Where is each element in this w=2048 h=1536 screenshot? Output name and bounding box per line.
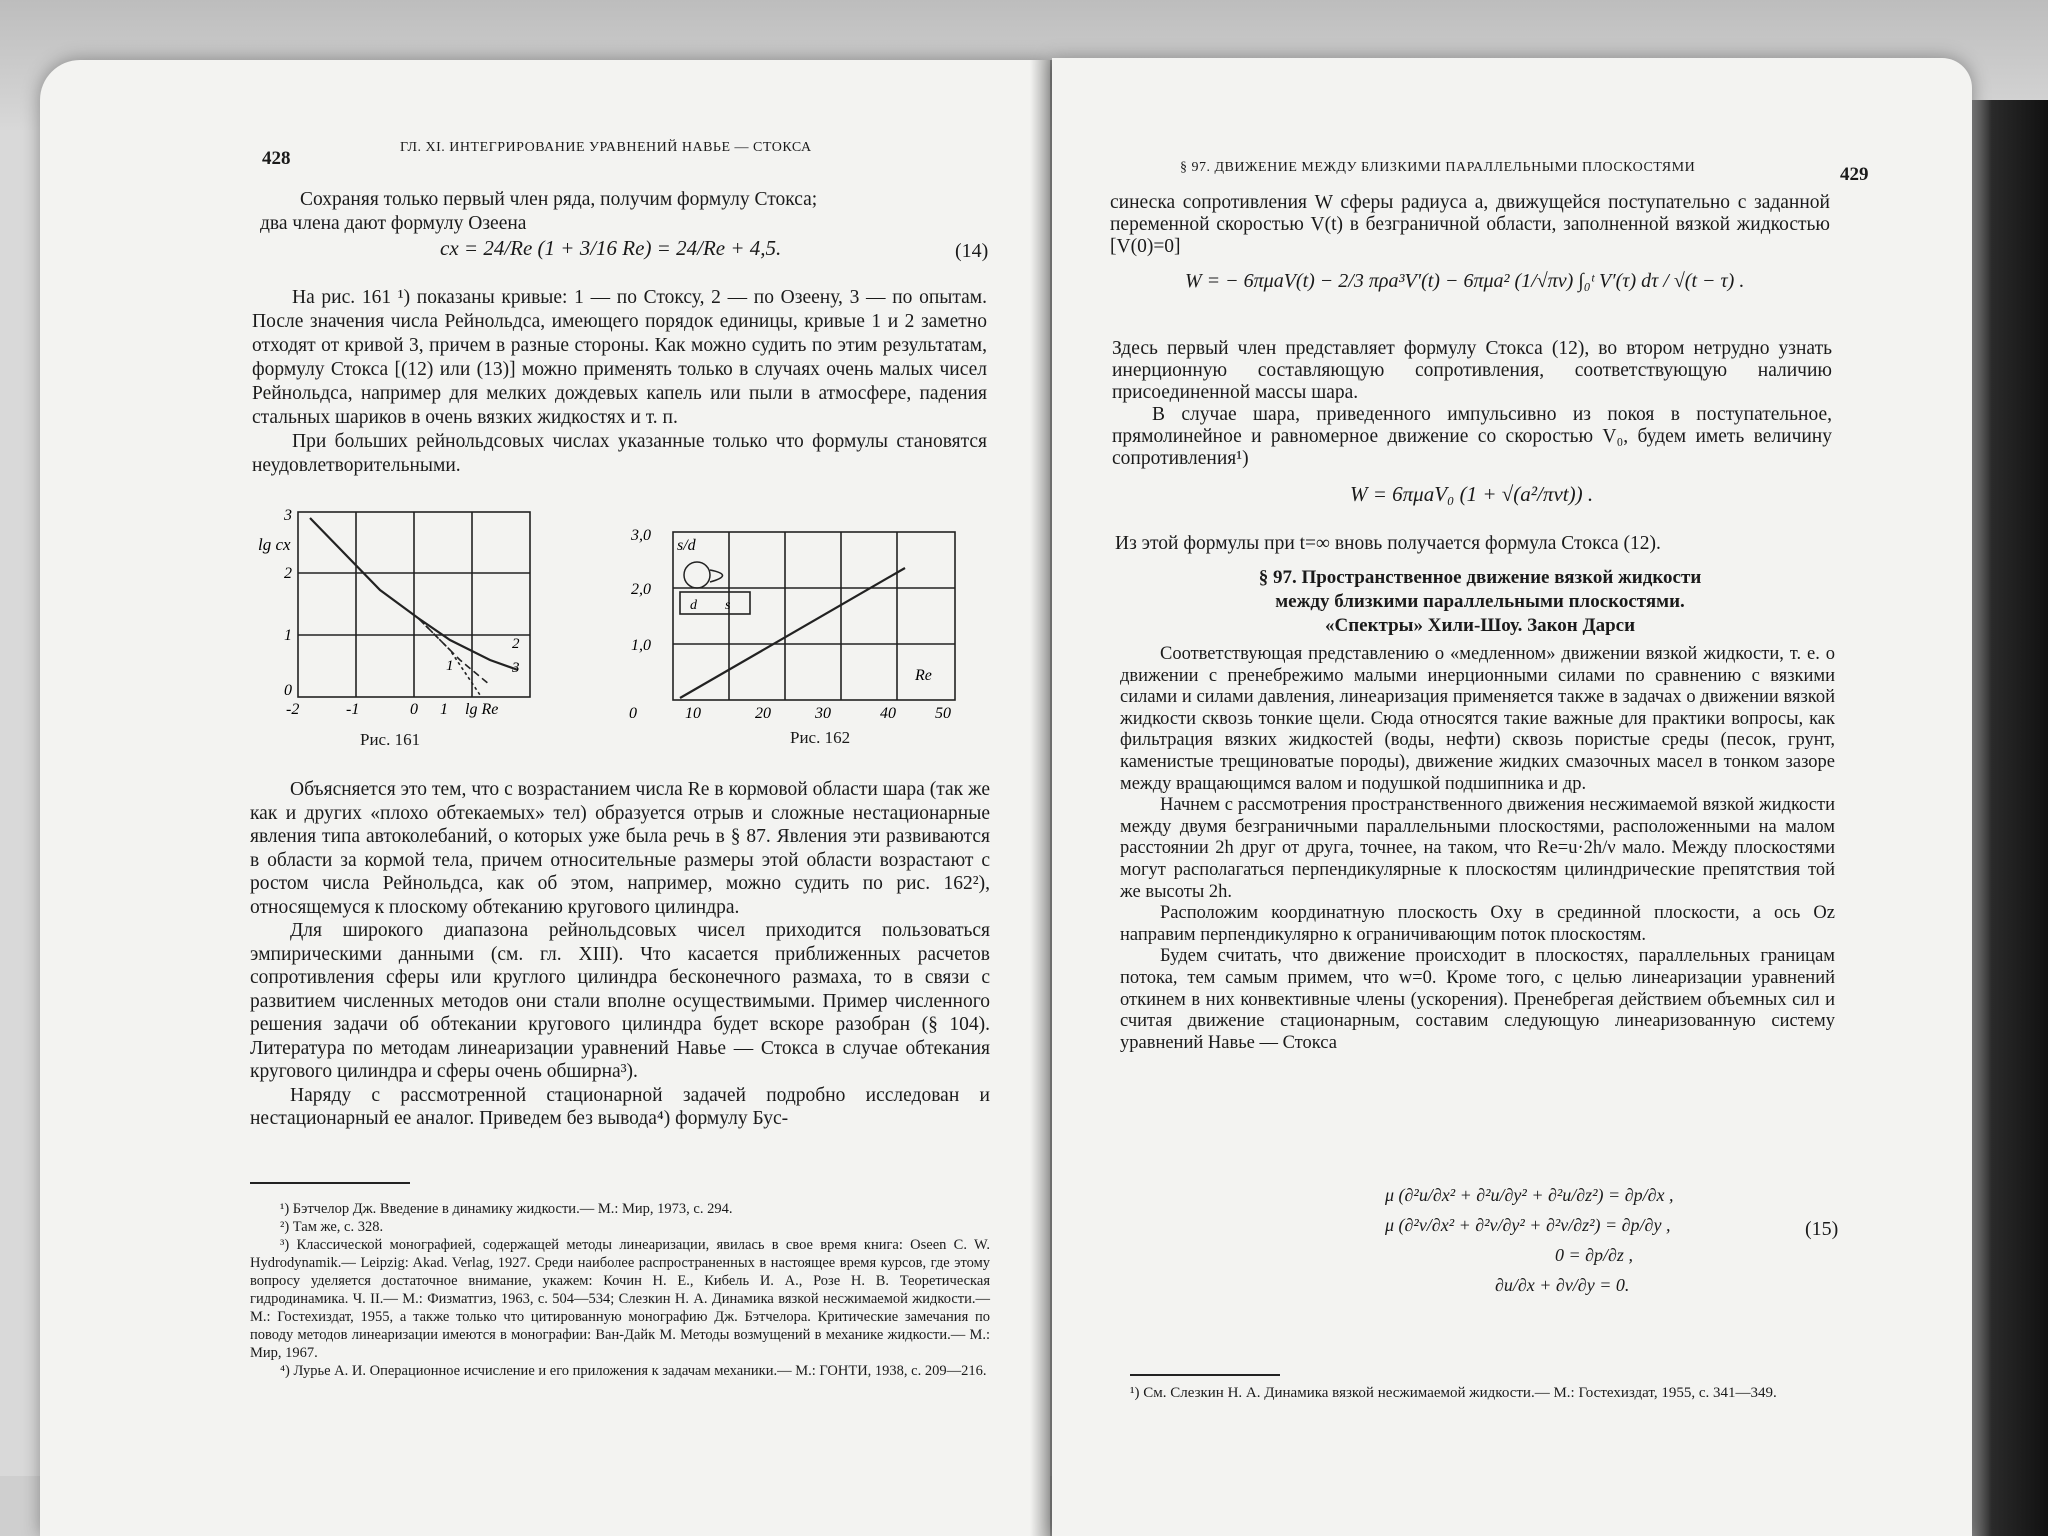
equation-line-2: μ (∂²v/∂x² + ∂²v/∂y² + ∂²v/∂z²) = ∂p/∂y , — [1385, 1215, 1671, 1235]
right-para-2: Здесь первый член представляет формулу Стокса (12), во втором нетрудно узнать инерционную составляющую сопротивления, соответствующую наличию присоединенной массы шара. — [1112, 338, 1832, 403]
book-cover-edge — [1968, 100, 2048, 1536]
right-para-3: В случае шара, приведенного импульсивно из покоя в поступательное, прямолинейное и равномерное движение со скоростью V₀, будем иметь величину сопротивления¹) — [1112, 404, 1832, 469]
section-title-line-2: между близкими параллельными плоскостями. — [1275, 591, 1685, 612]
formula-w2: W = 6πμaV₀ (1 + √(a²/πνt)) . — [1350, 482, 1594, 506]
equation-line-4: ∂u/∂x + ∂v/∂y = 0. — [1495, 1275, 1630, 1295]
equation-number-15: (15) — [1805, 1218, 1839, 1240]
fig161-caption: Рис. 161 — [360, 730, 421, 749]
section-title — [1140, 566, 1820, 638]
right-para-4: Из этой формулы при t=∞ вновь получается формула Стокса (12). — [1115, 533, 1661, 554]
fig161-y-label: lg cx — [258, 535, 291, 554]
fig162-x-tick: 30 — [815, 705, 831, 720]
fig162-x-tick: 40 — [880, 705, 896, 720]
fig161-x-tick: -2 — [286, 701, 300, 718]
left-para-block-2 — [250, 778, 990, 1131]
equation-number-14: (14) — [955, 240, 989, 262]
right-para-7: Расположим координатную плоскость Oxy в срединной плоскости, а ось Oz направим перпендикулярно к ограничивающим поток плоскостям. — [1120, 903, 1835, 945]
section-title-line-1: § 97. Пространственное движение вязкой жидкости — [1258, 567, 1702, 588]
fig162-x-tick: 10 — [685, 705, 701, 720]
right-footnote-1: ¹) См. Слезкин Н. А. Динамика вязкой несжимаемой жидкости.— М.: Гостехиздат, 1955, с. 341—349. — [1130, 1385, 1777, 1401]
section-title-line-3: «Спектры» Хили-Шоу. Закон Дарси — [1324, 615, 1636, 636]
equation-line-3: 0 = ∂p/∂z , — [1555, 1245, 1633, 1265]
fig162-x-tick: 20 — [755, 705, 771, 720]
figure-161 — [250, 500, 550, 720]
right-footnote-rule — [1130, 1374, 1280, 1376]
figure-162 — [615, 520, 975, 720]
formula-14: cx = 24/Re (1 + 3/16 Re) = 24/Re + 4,5. — [440, 236, 782, 260]
equation-line-1: μ (∂²u/∂x² + ∂²u/∂y² + ∂²u/∂z²) = ∂p/∂x , — [1385, 1185, 1674, 1205]
left-intro — [260, 188, 990, 236]
fig161-y-tick: 2 — [284, 565, 292, 582]
fig162-caption: Рис. 162 — [790, 728, 851, 747]
fig162-x-tick: 0 — [629, 705, 637, 720]
fig161-y-tick: 0 — [284, 682, 292, 699]
right-para-block-2 — [1120, 644, 1835, 1054]
fig161-x-tick: -1 — [346, 701, 360, 718]
fig162-inset-d: d — [690, 598, 697, 613]
fig162-y-tick: 2,0 — [631, 581, 651, 598]
fig161-x-label: lg Re — [465, 701, 499, 718]
fig161-x-tick: 1 — [440, 701, 448, 718]
left-para-1: На рис. 161 ¹) показаны кривые: 1 — по Стоксу, 2 — по Озеену, 3 — по опытам. После значения числа Рейнольдса, имеющего порядок единицы, кривые 1 и 2 заметно отходят от кривой 3, причем в разные стороны. Как можно судить по этим результатам, формулу Стокса [(12) или (13)] можно применять только в случаях очень малых чисел Рейнольдса, например для мелких дождевых капель или пыли в атмосфере, падения стальных шариков в очень вязких жидкостях и т. п. — [252, 287, 987, 428]
right-para-block-1 — [1112, 338, 1832, 470]
equation-system-15 — [1385, 1180, 1673, 1300]
left-footnotes — [250, 1200, 990, 1380]
formula-w: W = − 6πμaV(t) − 2/3 πρa³V′(t) − 6πμa² (1/√πν) ∫₀ᵗ V′(τ) dτ / √(t − τ) . — [1185, 270, 1745, 292]
fig161-curve-label: 1 — [446, 658, 454, 674]
left-page-header: ГЛ. XI. ИНТЕГРИРОВАНИЕ УРАВНЕНИЙ НАВЬЕ — СТОКСА — [400, 140, 812, 155]
fig162-y-tick: 1,0 — [631, 637, 651, 654]
fig162-x-tick: 50 — [935, 705, 951, 720]
fig161-curve-label: 2 — [512, 636, 520, 652]
left-footnote-2: ²) Там же, с. 328. — [280, 1219, 384, 1235]
fig161-curve-label: 3 — [512, 660, 520, 676]
left-para-4: Для широкого диапазона рейнольдсовых чисел приходится пользоваться эмпирическими данными (см. гл. XIII). Что касается приближенных расчетов сопротивления сферы или круглого цилиндра бесконечного размаха, то в связи с развитием численных методов они стали вполне осуществимыми. Пример численного решения задачи об обтекании кругового цилиндра будет вскоре разобран (§ 104). Литература по методам линеаризации уравнений Навье — Стокса в случае обтекания кругового цилиндра и сферы очень обширна³). — [250, 920, 990, 1082]
fig161-y-tick: 1 — [284, 627, 292, 644]
left-footnote-4: ⁴) Лурье А. И. Операционное исчисление и его приложения к задачам механики.— М.: ГОНТИ, 1938, с. 209—216. — [280, 1363, 987, 1379]
right-para-1: синеска сопротивления W сферы радиуса a, движущейся поступательно с заданной переменной скоростью V(t) в безграничной области, заполненной вязкой жидкостью [V(0)=0] — [1110, 192, 1830, 257]
left-footnote-3: ³) Классической монографией, содержащей методы линеаризации, явилась в свое время книга: Oseen C. W. Hydrodynamik.— Leipzig: Akad. Verlag, 1927. Среди наиболее распространенных в настоящее время курсов, где этому вопросу уделяется достаточное внимание, укажем: Кочин Н. Е., Кибель И. А., Розе Н. В. Теоретическая гидродинамика. Ч. II.— М.: Физматгиз, 1963, с. 504—534; Слезкин Н. А. Динамика вязкой несжимаемой жидкости.— М.: Гостехиздат, 1955, а также только что цитированную монографию Дж. Бэтчелора. Критические замечания по поводу методов линеаризации имеются в монографии: Ван-Дайк М. Методы возмущений в механике жидкости.— М.: Мир, 1967. — [250, 1237, 990, 1361]
left-para-5: Наряду с рассмотренной стационарной задачей подробно исследован и нестационарный ее аналог. Приведем без вывода⁴) формулу Бус- — [250, 1084, 990, 1129]
left-para-block-1 — [252, 286, 987, 478]
left-para-3: Объясняется это тем, что с возрастанием числа Re в кормовой области шара (так же как и других «плохо обтекаемых» тел) образуется отрыв и сложные нестационарные явления типа автоколебаний, о которых уже была речь в § 87. Явления эти развиваются в области за кормой тела, причем относительные размеры этой области возрастают с ростом числа Рейнольдса, как об этом, например, можно судить по рис. 162²), относящемуся к плоскому обтеканию кругового цилиндра. — [250, 779, 990, 918]
intro-line-2: два члена дают формулу Озеена — [260, 213, 527, 234]
right-para-8: Будем считать, что движение происходит в плоскостях, параллельных границам потока, тем самым примем, что w=0. Кроме того, с целью линеаризации уравнений откинем в них конвективные члены (ускорения). Пренебрегая действием объемных сил и считая движение стационарным, составим следующую линеаризованную систему уравнений Навье — Стокса — [1120, 946, 1835, 1053]
right-para-5: Соответствующая представлению о «медленном» движении вязкой жидкости, т. е. о движении с пренебрежимо малыми инерционными силами по сравнению с вязкими силами и силами давления, линеаризация применяется также в задачах о движении вязкой жидкости сквозь тонкие щели. Сюда относятся такие важные для практики вопросы, как фильтрация вязких жидкостей (воды, нефти) сквозь пористые среды (песок, грунт, каменистые трещиноватые породы), движение жидких смазочных масел в тонком зазоре между вращающимся валом и подушкой подшипника и др. — [1120, 644, 1835, 794]
right-page-number: 429 — [1840, 164, 1869, 185]
left-para-2: При больших рейнольдсовых числах указанные только что формулы становятся неудовлетворительными. — [252, 431, 987, 476]
fig161-x-tick: 0 — [410, 701, 418, 718]
right-para-6: Начнем с рассмотрения пространственного движения несжимаемой вязкой жидкости между двумя безграничными параллельными плоскостями, расположенными на малом расстоянии 2h друг от друга, точнее, на таком, что Re=u·2h/ν мало. Между плоскостями могут располагаться перпендикулярные к плоскостям цилиндрические препятствия той же высоты 2h. — [1120, 795, 1835, 902]
left-footnote-rule — [250, 1182, 410, 1184]
left-footnote-1: ¹) Бэтчелор Дж. Введение в динамику жидкости.— М.: Мир, 1973, с. 294. — [280, 1201, 733, 1217]
left-page-number: 428 — [262, 148, 291, 169]
fig162-y-tick: 3,0 — [631, 527, 651, 544]
fig162-x-label: Re — [915, 667, 932, 684]
fig162-inset-s: s — [725, 598, 731, 613]
fig161-y-tick: 3 — [284, 507, 292, 524]
fig162-y-label: s/d — [677, 537, 696, 554]
right-page-header: § 97. ДВИЖЕНИЕ МЕЖДУ БЛИЗКИМИ ПАРАЛЛЕЛЬНЫМИ ПЛОСКОСТЯМИ — [1180, 160, 1696, 175]
intro-line-1: Сохраняя только первый член ряда, получим формулу Стокса; — [300, 189, 818, 210]
